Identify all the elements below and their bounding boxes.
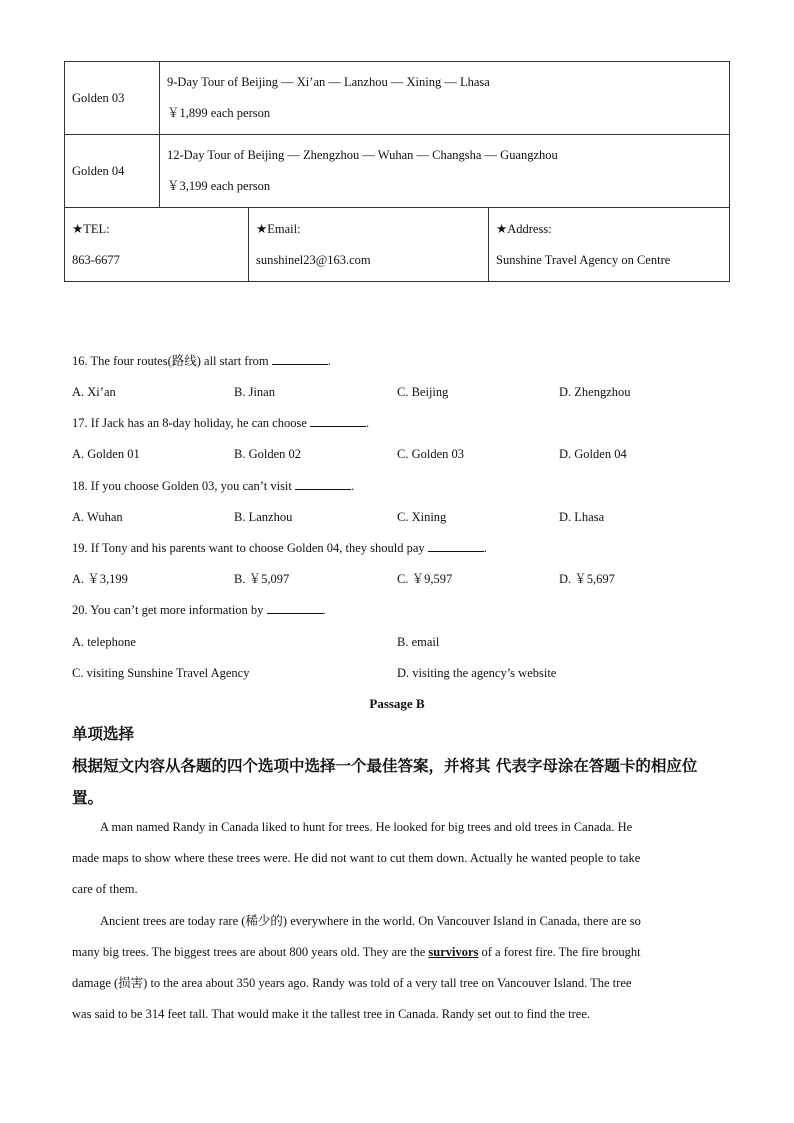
contact-tel-cell (65, 208, 249, 282)
route-code: Golden 03 (65, 62, 160, 135)
question-stem: 18. If you choose Golden 03, you can’t visit (72, 479, 295, 493)
question-stem-end: . (322, 603, 326, 617)
option-a: A. ￥3,199 (72, 572, 128, 586)
route-row (65, 62, 730, 135)
paragraph-line (72, 937, 724, 968)
passage-title: Passage B (369, 696, 425, 711)
route-details (160, 135, 730, 208)
paragraph-line: A man named Randy in Canada liked to hunt for trees. He looked for big trees and old trees in Canada. He (100, 820, 633, 834)
passage-paragraph-1 (72, 812, 724, 905)
paragraph-line: made maps to show where these trees were. He did not want to cut them down. Actually he wanted people to take (72, 851, 641, 865)
routes-table (64, 61, 730, 208)
option-c: C. ￥9,597 (397, 572, 453, 586)
email-label: ★Email: (256, 221, 301, 236)
answer-blank (272, 353, 328, 365)
address-value: Sunshine Travel Agency on Centre (496, 252, 671, 267)
paragraph-line: Ancient trees are today rare (稀少的) everywhere in the world. On Vancouver Island in Canada, there are so (100, 914, 641, 928)
contact-table (64, 207, 730, 282)
text-span: many big trees. The biggest trees are about 800 years old. They are the (72, 945, 429, 959)
paragraph-line: damage (损害) to the area about 350 years ago. Randy was told of a very tall tree on Vancouver Island. The tree (72, 976, 632, 990)
option-c: C. visiting Sunshine Travel Agency (72, 666, 250, 680)
option-b: B. Lanzhou (234, 510, 293, 524)
question-19 (72, 540, 487, 556)
section-label: 单项选择 (72, 725, 135, 743)
question-stem-end: . (366, 416, 370, 430)
keyword-survivors: survivors (428, 945, 479, 959)
tel-value: 863-6677 (72, 252, 120, 267)
option-a: A. Wuhan (72, 510, 123, 524)
route-price: ￥3,199 each person (167, 179, 271, 193)
text-span: of a forest fire. The fire brought (478, 945, 641, 959)
question-stem-end: . (327, 354, 331, 368)
option-a: A. Xi’an (72, 385, 116, 399)
contact-address-cell (489, 208, 730, 282)
question-stem: 19. If Tony and his parents want to choose Golden 04, they should pay (72, 541, 428, 555)
option-d: D. visiting the agency’s website (397, 666, 557, 680)
paragraph-line: care of them. (72, 882, 138, 896)
route-details (160, 62, 730, 135)
question-stem-end: . (483, 541, 487, 555)
option-b: B. email (397, 635, 440, 649)
route-price: ￥1,899 each person (167, 106, 271, 120)
option-d: D. Lhasa (559, 510, 605, 524)
option-b: B. Golden 02 (234, 447, 302, 461)
contact-email-cell (249, 208, 489, 282)
question-17 (72, 415, 369, 431)
route-tour: 12-Day Tour of Beijing — Zhengzhou — Wuhan — Changsha — Guangzhou (167, 148, 558, 162)
question-stem: 16. The four routes(路线) all start from (72, 354, 272, 368)
option-d: D. ￥5,697 (559, 572, 615, 586)
option-b: B. ￥5,097 (234, 572, 290, 586)
option-d: D. Golden 04 (559, 447, 627, 461)
route-row (65, 135, 730, 208)
tel-label: ★TEL: (72, 221, 110, 236)
question-18 (72, 478, 354, 494)
option-a: A. Golden 01 (72, 447, 140, 461)
question-stem-end: . (351, 479, 355, 493)
email-value: sunshinel23@163.com (256, 252, 371, 267)
option-c: C. Xining (397, 510, 447, 524)
question-stem: 20. You can’t get more information by (72, 603, 267, 617)
question-20 (72, 602, 326, 618)
option-c: C. Golden 03 (397, 447, 465, 461)
option-a: A. telephone (72, 635, 136, 649)
option-b: B. Jinan (234, 385, 275, 399)
paragraph-line: was said to be 314 feet tall. That would make it the tallest tree in Canada. Randy set out to find the tree. (72, 1007, 591, 1021)
answer-blank (295, 478, 351, 490)
instruction-line: 置。 (72, 789, 104, 807)
answer-blank (310, 415, 366, 427)
address-label: ★Address: (496, 221, 552, 236)
passage-paragraph-2 (72, 906, 724, 1030)
question-stem: 17. If Jack has an 8-day holiday, he can choose (72, 416, 310, 430)
option-d: D. Zhengzhou (559, 385, 631, 399)
route-code: Golden 04 (65, 135, 160, 208)
instruction-line: 根据短文内容从各题的四个选项中选择一个最佳答案，并将其 代表字母涂在答题卡的相应位 (72, 757, 698, 775)
route-tour: 9-Day Tour of Beijing — Xi’an — Lanzhou — Xining — Lhasa (167, 75, 490, 89)
option-c: C. Beijing (397, 385, 449, 399)
answer-blank (267, 602, 323, 614)
answer-blank (428, 540, 484, 552)
question-16 (72, 353, 331, 369)
